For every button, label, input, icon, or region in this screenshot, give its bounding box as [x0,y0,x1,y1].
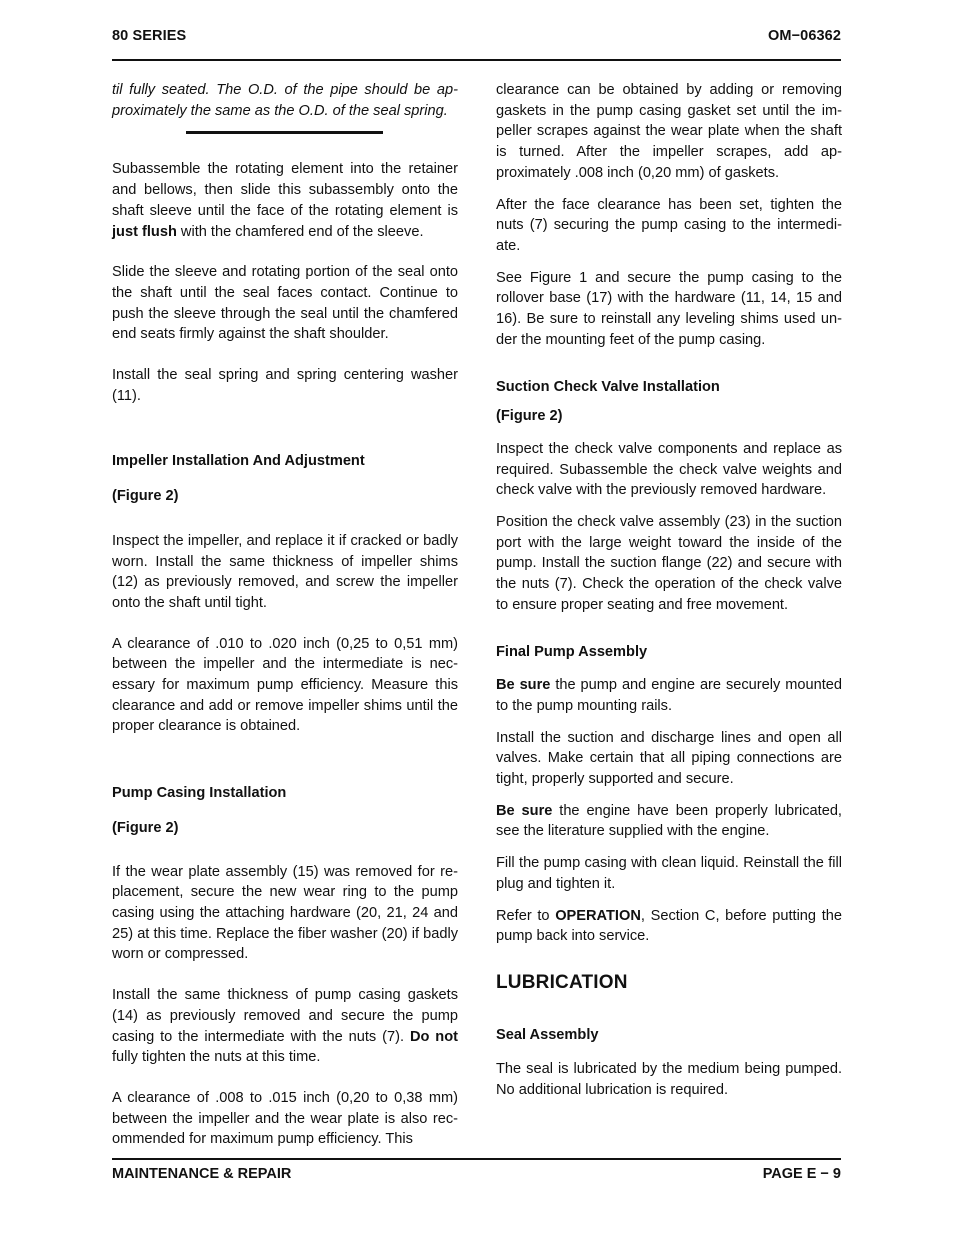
right-column [496,80,842,1101]
fill-casing-paragraph: Fill the pump casing with clean liquid. Reinstall the fill plug and tighten it. [496,855,842,892]
series-label: 80 SERIES [112,28,187,44]
impeller-figure-ref: (Figure 2) [112,488,179,505]
check-valve-heading: Suction Check Valve Installation [496,379,720,396]
document-number: OM−06362 [768,28,841,44]
seal-spring-paragraph: Install the seal spring and spring centering washer (11). [112,367,458,404]
paragraph-text: the engine have been properly lubricated, see the literature supplied with the engine. [496,802,842,840]
paragraph-text: Install the same thickness of pump casing gaskets (14) as previously removed and secure the pump casing to the intermediate with the nuts (7). [112,987,458,1045]
impeller-clearance-paragraph: A clearance of .010 to .020 inch (0,25 to 0,51 mm) between the impeller and the intermediate is necessary for maximum pump efficiency. Measure this clearance and add or remove impeller shims until the proper clearance is obtained. [112,635,458,735]
casing-gaskets-paragraph [112,985,458,1068]
paragraph-text: the pump and engine are securely mounted to the pump mounting rails. [496,677,842,714]
paragraph-text: with the chamfered end of the sleeve. [176,223,424,240]
lubrication-title: LUBRICATION [496,971,628,993]
casing-heading: Pump Casing Installation [112,785,287,802]
wear-plate-paragraph: If the wear plate assembly (15) was removed for replacement, secure the new wear ring to the pump casing using the attaching hardware (20, 21, 24 and 25) at this time. Replace the fiber washer (20) if badly worn or compressed. [112,863,458,963]
mounting-paragraph [496,675,842,716]
section-label: MAINTENANCE & REPAIR [112,1166,292,1182]
sleeve-paragraph: Slide the sleeve and rotating portion of the seal onto the shaft until the seal faces contact. Continue to push the sleeve through the seal until the chamfered end seats firmly against the shaft shoulder. [112,264,458,343]
check-valve-figure-ref: (Figure 2) [496,408,563,425]
intro-italic-paragraph: til fully seated. The O.D. of the pipe should be approximately the same as the O.D. of the seal spring. [112,82,458,119]
check-valve-position-paragraph: Position the check valve assembly (23) in the suction port with the large weight toward the inside of the pump. Install the suction flange (22) and secure with the nuts (7). Check the operation of the check valve to ensure proper seating and free movement. [496,513,842,613]
casing-figure-ref: (Figure 2) [112,819,179,836]
page-header [112,27,841,61]
separator-rule [186,131,383,134]
tighten-nuts-paragraph: After the face clearance has been set, tighten the nuts (7) securing the pump casing to the intermediate. [496,196,842,254]
bold-text: just flush [112,223,177,240]
check-valve-inspect-paragraph: Inspect the check valve components and replace as required. Subassemble the check valve weights and check valve with the previously removed hardware. [496,440,842,499]
gasket-clearance-paragraph: clearance can be obtained by adding or removing gaskets in the pump casing gasket set until the impeller scrapes against the wear plate when the shaft is turned. After the impeller scrapes, add approximately .008 inch (0,20 mm) of gaskets. [496,82,842,181]
left-column [112,80,458,1150]
bold-text: Be sure [496,802,553,819]
impeller-inspect-paragraph: Inspect the impeller, and replace it if cracked or badly worn. Install the same thickness of impeller shims (12) as previously removed, and screw the impeller onto the shaft until tight. [112,532,458,611]
engine-lubrication-paragraph [496,801,842,842]
wear-plate-clearance-paragraph: A clearance of .008 to .015 inch (0,20 to 0,38 mm) between the impeller and the wear plate is also recommended for maximum pump efficiency. This [112,1089,458,1148]
page-footer [112,1158,841,1182]
seal-assembly-heading: Seal Assembly [496,1026,599,1043]
impeller-heading: Impeller Installation And Adjustment [112,453,365,470]
bold-text: Do not [409,1028,458,1045]
bold-text: OPERATION [555,907,641,924]
paragraph-text: fully tighten the nuts at this time. [112,1049,321,1066]
page-number: PAGE E − 9 [762,1166,841,1182]
final-assembly-heading: Final Pump Assembly [496,644,648,661]
rotating-element-paragraph [112,159,458,242]
paragraph-text: Refer to [496,907,556,924]
rollover-base-paragraph: See Figure 1 and secure the pump casing to the rollover base (17) with the hardware (11, 14, 15 and 16). Be sure to reinstall any leveling shims used under the mounting feet of the pump casing. [496,269,842,348]
paragraph-text: Subassemble the rotating element into the retainer and bellows, then slide this subassembly onto the shaft sleeve until the face of the rotating element is [112,161,458,219]
seal-lubrication-paragraph: The seal is lubricated by the medium being pumped. No additional lubrication is required. [496,1061,842,1099]
paragraph-text: , Section C, before putting the pump back into service. [496,907,842,945]
operation-reference-paragraph [496,906,842,947]
piping-paragraph: Install the suction and discharge lines and open all valves. Make certain that all piping connections are tight, properly supported and secure. [496,729,842,787]
bold-text: Be sure [496,677,551,694]
